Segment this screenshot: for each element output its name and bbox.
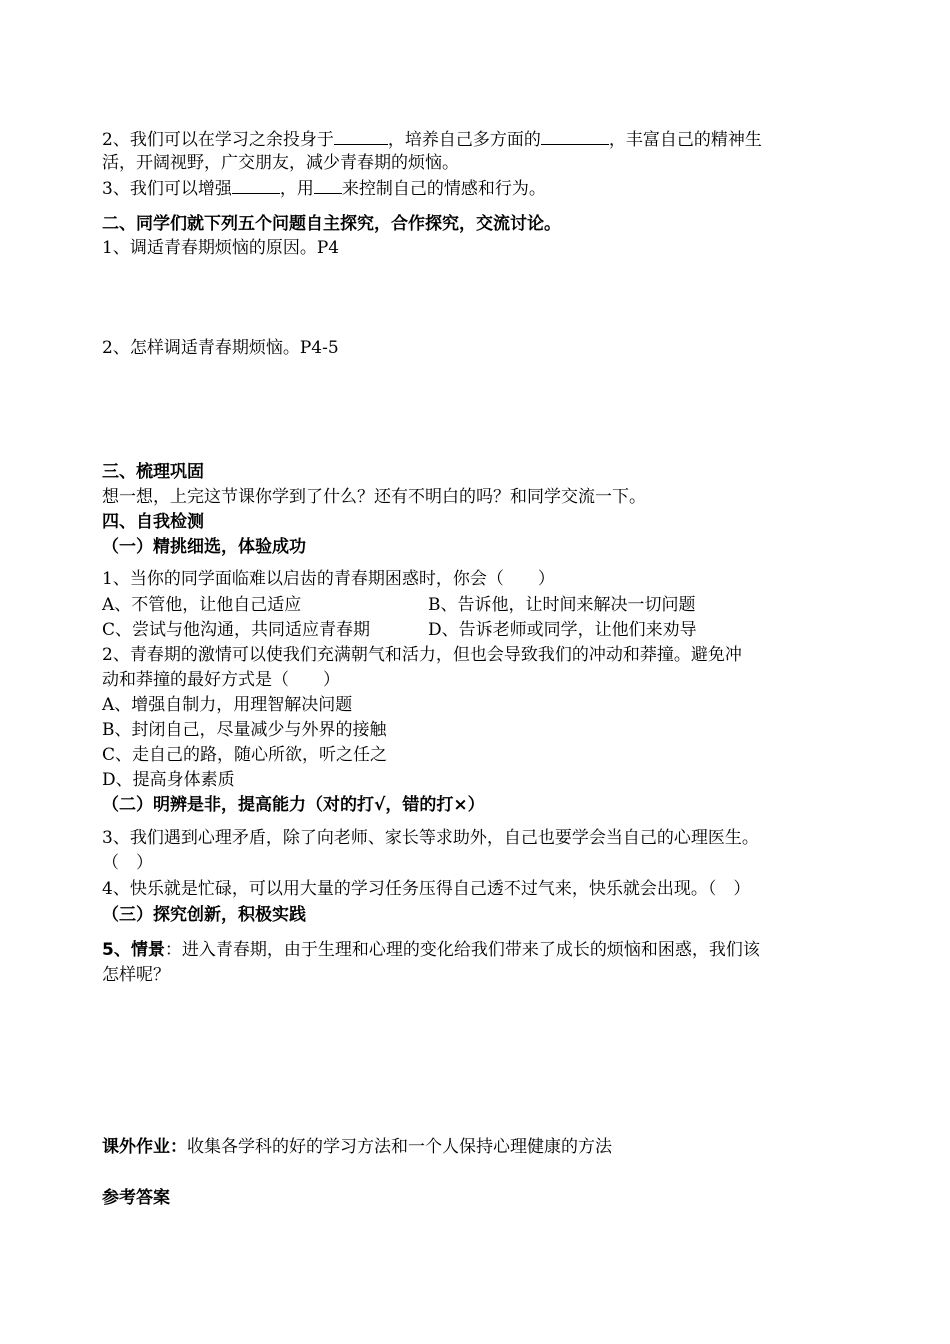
fill-question-2-text-a: 2、我们可以在学习之余投身于 <box>102 130 334 150</box>
option-d: D、告诉老师或同学，让他们来劝导 <box>428 620 697 640</box>
review-text: 想一想，上完这节课你学到了什么？还有不明白的吗？和同学交流一下。 <box>102 487 646 507</box>
option-d: D、提高身体素质 <box>102 770 235 790</box>
homework-label: 课外作业： <box>102 1137 187 1157</box>
fill-question-2-text-b: ，培养自己多方面的 <box>387 130 541 150</box>
scenario-question-line-2: 怎样呢？ <box>102 965 170 985</box>
tf-question-3-line-2: （ ） <box>102 853 153 873</box>
option-c: C、走自己的路，随心所欲，听之任之 <box>102 745 388 765</box>
subsection-true-false: （二）明辨是非，提高能力（对的打√，错的打×） <box>102 795 485 815</box>
scenario-text: ：进入青春期，由于生理和心理的变化给我们带来了成长的烦恼和困惑，我们该 <box>164 940 760 960</box>
fill-question-2-line-1 <box>102 126 762 152</box>
fill-question-3 <box>102 175 546 201</box>
subsection-exploration: （三）探究创新，积极实践 <box>102 905 306 925</box>
fill-question-3-text-c: 来控制自己的情感和行为。 <box>341 179 546 199</box>
section-heading-3: 三、梳理巩固 <box>102 462 204 482</box>
mc-question-1-stem: 1、当你的同学面临难以启齿的青春期困惑时，你会（ ） <box>102 569 555 589</box>
option-a: A、不管他，让他自己适应 <box>102 595 302 615</box>
discussion-question-1: 1、调适青春期烦恼的原因。P4 <box>102 238 340 258</box>
section-heading-2: 二、同学们就下列五个问题自主探究，合作探究，交流讨论。 <box>102 214 561 234</box>
tf-question-4: 4、快乐就是忙碌，可以用大量的学习任务压得自己透不过气来，快乐就会出现。（ ） <box>102 879 751 899</box>
scenario-label: 5、情景 <box>102 940 165 960</box>
tf-question-3-line-1: 3、我们遇到心理矛盾，除了向老师、家长等求助外，自己也要学会当自己的心理医生。 <box>102 828 759 848</box>
section-heading-4: 四、自我检测 <box>102 512 204 532</box>
mc-question-2-stem-line-1: 2、青春期的激情可以使我们充满朝气和活力，但也会导致我们的冲动和莽撞。避免冲 <box>102 645 742 665</box>
mc-question-1-options-cd <box>102 618 822 642</box>
fill-question-3-text-b: ，用 <box>279 179 314 199</box>
option-c: C、尝试与他沟通，共同适应青春期 <box>102 620 371 640</box>
option-b: B、告诉他，让时间来解决一切问题 <box>428 595 696 615</box>
scenario-question-line-1 <box>102 938 760 962</box>
discussion-question-2: 2、怎样调适青春期烦恼。P4-5 <box>102 338 339 358</box>
mc-question-1-options-ab <box>102 593 822 617</box>
fill-question-2-line-2: 活，开阔视野，广交朋友，减少青春期的烦恼。 <box>102 153 459 173</box>
answer-blank <box>232 175 280 194</box>
fill-question-2-text-c: ，丰富自己的精神生 <box>608 130 762 150</box>
option-a: A、增强自制力，用理智解决问题 <box>102 695 353 715</box>
answer-blank <box>334 126 388 145</box>
fill-question-3-text-a: 3、我们可以增强 <box>102 179 232 199</box>
answers-heading: 参考答案 <box>102 1188 170 1208</box>
answer-blank <box>314 175 342 194</box>
homework-text: 收集各学科的好的学习方法和一个人保持心理健康的方法 <box>187 1137 612 1157</box>
option-b: B、封闭自己，尽量减少与外界的接触 <box>102 720 387 740</box>
answer-blank <box>541 126 609 145</box>
homework-line <box>102 1135 612 1159</box>
subsection-multiple-choice: （一）精挑细选，体验成功 <box>102 537 306 557</box>
mc-question-2-stem-line-2: 动和莽撞的最好方式是（ ） <box>102 670 340 690</box>
